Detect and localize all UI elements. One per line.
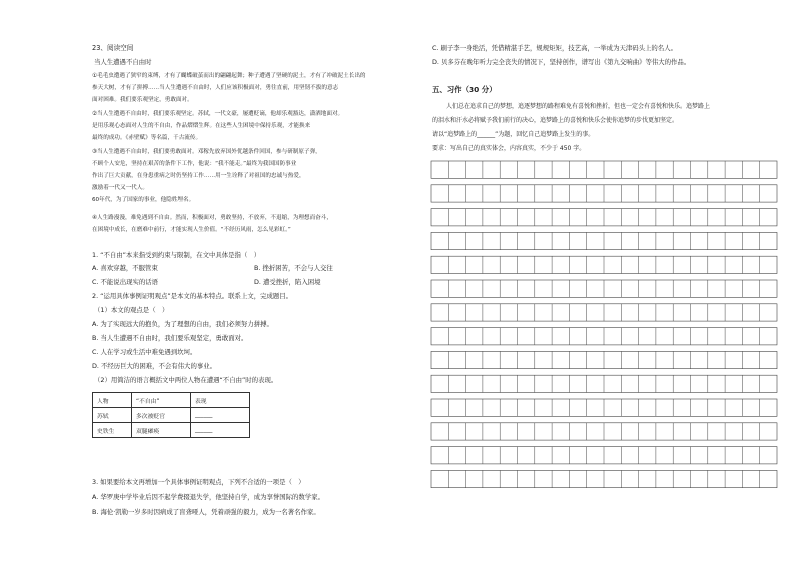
- q2-option-a[interactable]: A. 为了实现远大的抱负，为了理想的自由，我们必须努力拼搏。: [92, 320, 273, 328]
- table-header-cell: “不自由”: [132, 393, 191, 408]
- q2-sub1: （1）本文的观点是（ ）: [94, 306, 169, 314]
- para-2-line-1: ②当人生遭遇不自由时，我们要乐观坚定。苏轼，一代文豪，屡遭贬谪，他却乐观豁达，潇洒地面对。: [92, 111, 344, 117]
- para-2-line-2: 是用乐观心态面对人生的不自由，作品熠熠生辉。在这些人生困境中保持乐观，才能换来: [92, 123, 311, 129]
- q2-option-c[interactable]: C. 人在学习或生活中难免遇到坎坷。: [92, 348, 197, 356]
- prompt-line-4: 要求：写出自己的真实体会，内容真实，不少于 450 字。: [432, 145, 586, 152]
- para-3-line-3: 作出了巨大贡献，在身患重病之时仍坚持工作……用一生诠释了对祖国的忠诚与热爱，: [92, 173, 305, 179]
- q3-stem: 3. 如果要给本文再增加一个具体事例证明观点，下列不合适的一项是（ ）: [92, 478, 305, 486]
- writing-grid[interactable]: [430, 160, 780, 500]
- section-heading: 五、习作（30 分）: [432, 85, 497, 94]
- passage-title: 当人生遭遇不自由时: [94, 58, 152, 66]
- question-number: 23、阅读空间: [92, 44, 134, 52]
- table-cell: 双腿瘫痪: [132, 423, 191, 438]
- answer-blank[interactable]: ______: [191, 408, 250, 423]
- table-cell: 多次被贬官: [132, 408, 191, 423]
- q1-option-c[interactable]: C. 不能说出现实的话语: [92, 278, 159, 286]
- prompt-line-2: 的泪水和汗水必将赋予我们前行的决心，追梦路上的喜悦和快乐会使你追梦的步伐更加坚定。: [432, 117, 679, 124]
- q2-sub2: （2）用简洁的语言概括文中两位人物在遭遇“不自由”时的表现。: [94, 376, 278, 384]
- para-4-line-2: 在困境中成长，在磨难中前行，才能实现人生价值。“不经历风雨，怎么见彩虹。”: [92, 227, 291, 233]
- q1-option-d[interactable]: D. 遭受挫折，陷入困境: [254, 278, 321, 286]
- table-cell: 史铁生: [93, 423, 132, 438]
- table-cell: 苏轼: [93, 408, 132, 423]
- q1-option-a[interactable]: A. 喜欢穿越，不服管束: [92, 264, 158, 272]
- para-1-line-1: ①毛毛虫遭遇了狭窄的束缚，才有了蝴蝶破茧而出的翩翩起舞；种子遭遇了坚硬的泥土，才有了冲破泥土长出的: [92, 73, 366, 79]
- table-header-cell: 人物: [93, 393, 132, 408]
- table-row: [93, 408, 250, 423]
- q3-option-c[interactable]: C. 刷子李一身绝活，凭借精湛手艺，规规矩矩，技艺高，一举成为天津码头上的名人。: [432, 44, 677, 52]
- para-4-line-1: ④人生路漫漫，难免遇到不自由。然而，积极面对，勇敢坚持，不放弃，不退缩，为理想而奋斗，: [92, 215, 332, 221]
- para-3-line-4: 激励着一代又一代人。: [92, 185, 148, 191]
- q3-option-b[interactable]: B. 海伦·凯勒一岁多时因病成了盲聋哑人，凭着顽强的毅力，成为一名著名作家。: [92, 508, 320, 516]
- para-3-line-2: 不顾个人安危，坚持在艰苦的条件下工作，他说：“我不能走。”最终为我国国防事业: [92, 161, 297, 167]
- answer-blank[interactable]: ______: [191, 423, 250, 438]
- para-3-line-1: ③当人生遭遇不自由时，我们要勇敢面对。邓稼先放弃国外优越条件回国，参与研制原子弹，: [92, 149, 321, 155]
- table-row: [93, 423, 250, 438]
- para-3-line-5: 60年代，为了国家的事业，他隐姓埋名。: [92, 197, 195, 203]
- answer-table: [92, 392, 250, 438]
- prompt-line-1: 人们总在追求自己的梦想，追逐梦想的路程难免有喜悦和挫折，但也一定会有喜悦和快乐。追梦路上: [446, 103, 711, 110]
- q3-option-a[interactable]: A. 华罗庚中学毕业后因不起学费辍退失学，他坚持自学，成为享誉国际的数学家。: [92, 493, 324, 501]
- q1-option-b[interactable]: B. 挫折困苦，不会与人交往: [254, 264, 333, 272]
- table-header-cell: 表现: [191, 393, 250, 408]
- table-header-row: [93, 393, 250, 408]
- para-1-line-3: 面对困难。我们要乐观坚定，勇敢面对。: [92, 97, 193, 103]
- para-2-line-3: 最终的成功。《赤壁赋》等名篇，千古流传。: [92, 135, 202, 141]
- q2-stem: 2. “运用具体事例证明观点”是本文的基本特点。联系上文，完成题目。: [92, 292, 293, 300]
- q2-option-b[interactable]: B. 当人生遭遇不自由时，我们要乐观坚定，勇敢面对。: [92, 334, 248, 342]
- q2-option-d[interactable]: D. 不经历巨大的困难，不会有伟大的事业。: [92, 362, 217, 370]
- para-1-line-2: 参天大树，才有了拼搏……当人生遭遇不自由时，人们应该积极面对，勇往直前，用坚韧不拔的意志: [92, 85, 339, 91]
- prompt-line-3: 请以“追梦路上的______”为题，回忆自己追梦路上发生的事。: [432, 131, 595, 138]
- q1-stem: 1. “不自由”本来指受到约束与限制，在文中具体是指（ ）: [92, 251, 261, 259]
- q3-option-d[interactable]: D. 贝多芬在晚年听力完全丧失的情况下，坚持创作，谱写出《第九交响曲》等伟大的作品。: [432, 58, 691, 66]
